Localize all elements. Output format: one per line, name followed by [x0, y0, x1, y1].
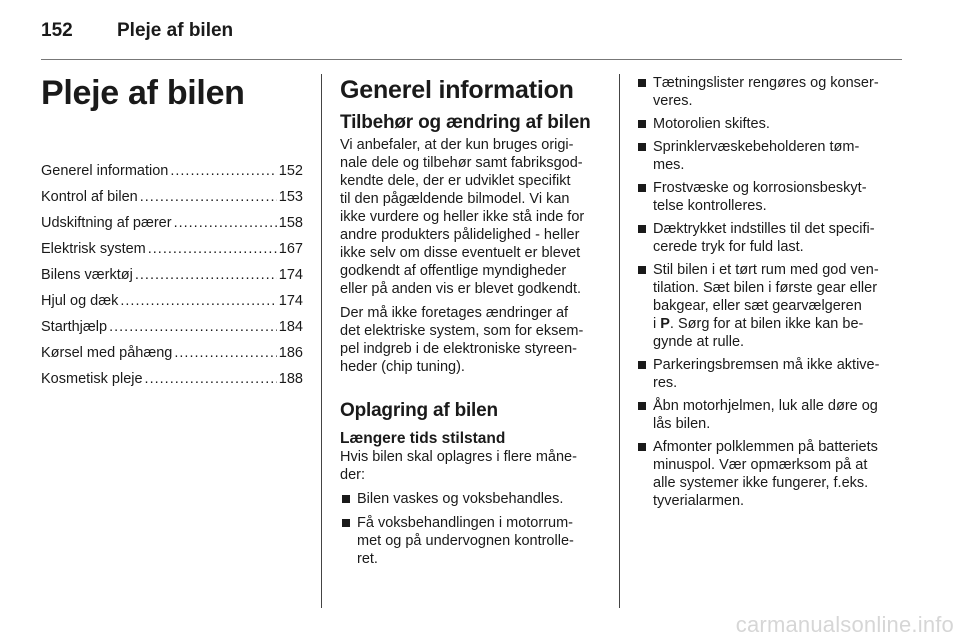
toc-leader	[135, 265, 277, 285]
toc-entry[interactable]	[41, 291, 303, 317]
gear-symbol-p: P	[660, 316, 670, 332]
list-item: Bilen vaskes og voksbehandles.	[340, 490, 604, 508]
section-title: Generel information	[340, 76, 574, 104]
toc-label: Kontrol af bilen	[41, 189, 138, 205]
toc-leader	[174, 213, 277, 233]
toc-label: Generel information	[41, 163, 169, 179]
toc-leader	[148, 239, 277, 259]
toc-entry[interactable]	[41, 265, 303, 291]
toc-page: 158	[278, 215, 303, 231]
list-item: Dæktrykket indstilles til det specifi- cerede tryk for fuld last.	[636, 220, 904, 256]
subsection-title-storage: Oplagring af bilen	[340, 400, 498, 421]
column-divider-2	[619, 74, 620, 608]
subsubsection-title-longterm: Længere tids stilstand	[340, 430, 506, 447]
toc-entry[interactable]	[41, 343, 303, 369]
toc-page: 167	[278, 241, 303, 257]
toc-label: Kosmetisk pleje	[41, 371, 143, 387]
toc-label: Hjul og dæk	[41, 293, 119, 309]
toc-label: Kørsel med påhæng	[41, 345, 173, 361]
toc-label: Elektrisk system	[41, 241, 146, 257]
toc-leader	[109, 317, 277, 337]
running-chapter-title: Pleje af bilen	[117, 20, 234, 41]
toc-page: 152	[278, 163, 303, 179]
paragraph-electrical: Der må ikke foretages ændringer af det elektriske system, som for eksem- pel indgreb i de elektroniske styreen- heder (chip tuning).	[340, 305, 584, 375]
toc-leader	[145, 369, 277, 389]
header-rule	[41, 59, 902, 60]
toc-entry[interactable]	[41, 239, 303, 265]
toc-page: 153	[278, 189, 303, 205]
column-divider-1	[321, 74, 322, 608]
list-item: Stil bilen i et tørt rum med god ven- tilation. Sæt bilen i første gear eller bakgear, eller sæt gearvælgeren i P. Sørg for at bilen ikke kan be- gynde at rulle.	[636, 261, 904, 351]
list-item: Parkeringsbremsen må ikke aktive- res.	[636, 356, 904, 392]
subsection-title-accessories: Tilbehør og ændring af bilen	[340, 112, 591, 133]
toc-entry[interactable]	[41, 369, 303, 395]
column-general-info	[340, 72, 604, 574]
toc-page: 174	[278, 267, 303, 283]
toc-page: 184	[278, 319, 303, 335]
list-item: Åbn motorhjelmen, luk alle døre og lås bilen.	[636, 397, 904, 433]
toc-leader	[170, 161, 276, 181]
toc-entry[interactable]	[41, 187, 303, 213]
toc-label: Udskiftning af pærer	[41, 215, 172, 231]
list-item: Afmonter polklemmen på batteriets minuspol. Vær opmærksom på at alle systemer ikke fungerer, f.eks. tyverialarmen.	[636, 438, 904, 510]
toc-entry[interactable]	[41, 161, 303, 187]
list-item: Motorolien skiftes.	[636, 115, 904, 133]
toc-page: 174	[278, 293, 303, 309]
list-item: Tætningslister rengøres og konser- veres.	[636, 74, 904, 110]
toc-entry[interactable]	[41, 213, 303, 239]
list-item: Få voksbehandlingen i motorrum- met og på undervognen kontrolle- ret.	[340, 514, 604, 568]
paragraph-accessories: Vi anbefaler, at der kun bruges origi- nale dele og tilbehør samt fabriksgod- kendte dele, der er udviklet specifikt til den pågældende bilmodel. Vi kan ikke vurdere og heller ikke stå inde for andre produkters pålidelighed - heller ikke selv om disse eventuelt er blevet godkendt af offentlige myndigheder eller på anden vis er blevet godkendt.	[340, 137, 585, 297]
watermark-text: carmanualsonline.info	[735, 612, 954, 637]
toc-label: Bilens værktøj	[41, 267, 133, 283]
column-toc	[41, 72, 303, 395]
toc-label: Starthjælp	[41, 319, 108, 335]
list-item: Frostvæske og korrosionsbeskyt- telse kontrolleres.	[636, 179, 904, 215]
list-item: Sprinklervæskebeholderen tøm- mes.	[636, 138, 904, 174]
storage-steps-list	[636, 74, 904, 510]
toc-leader	[140, 187, 277, 207]
table-of-contents	[41, 161, 303, 395]
toc-leader	[120, 291, 276, 311]
paragraph-storage-intro: Hvis bilen skal oplagres i flere måne- der:	[340, 449, 577, 483]
page-header	[41, 16, 901, 46]
chapter-title: Pleje af bilen	[41, 74, 245, 112]
toc-page: 188	[278, 371, 303, 387]
toc-page: 186	[278, 345, 303, 361]
toc-entry[interactable]	[41, 317, 303, 343]
storage-bullet-list	[340, 490, 604, 568]
toc-leader	[174, 343, 276, 363]
page-number: 152	[41, 20, 73, 41]
column-storage-steps	[636, 72, 904, 515]
